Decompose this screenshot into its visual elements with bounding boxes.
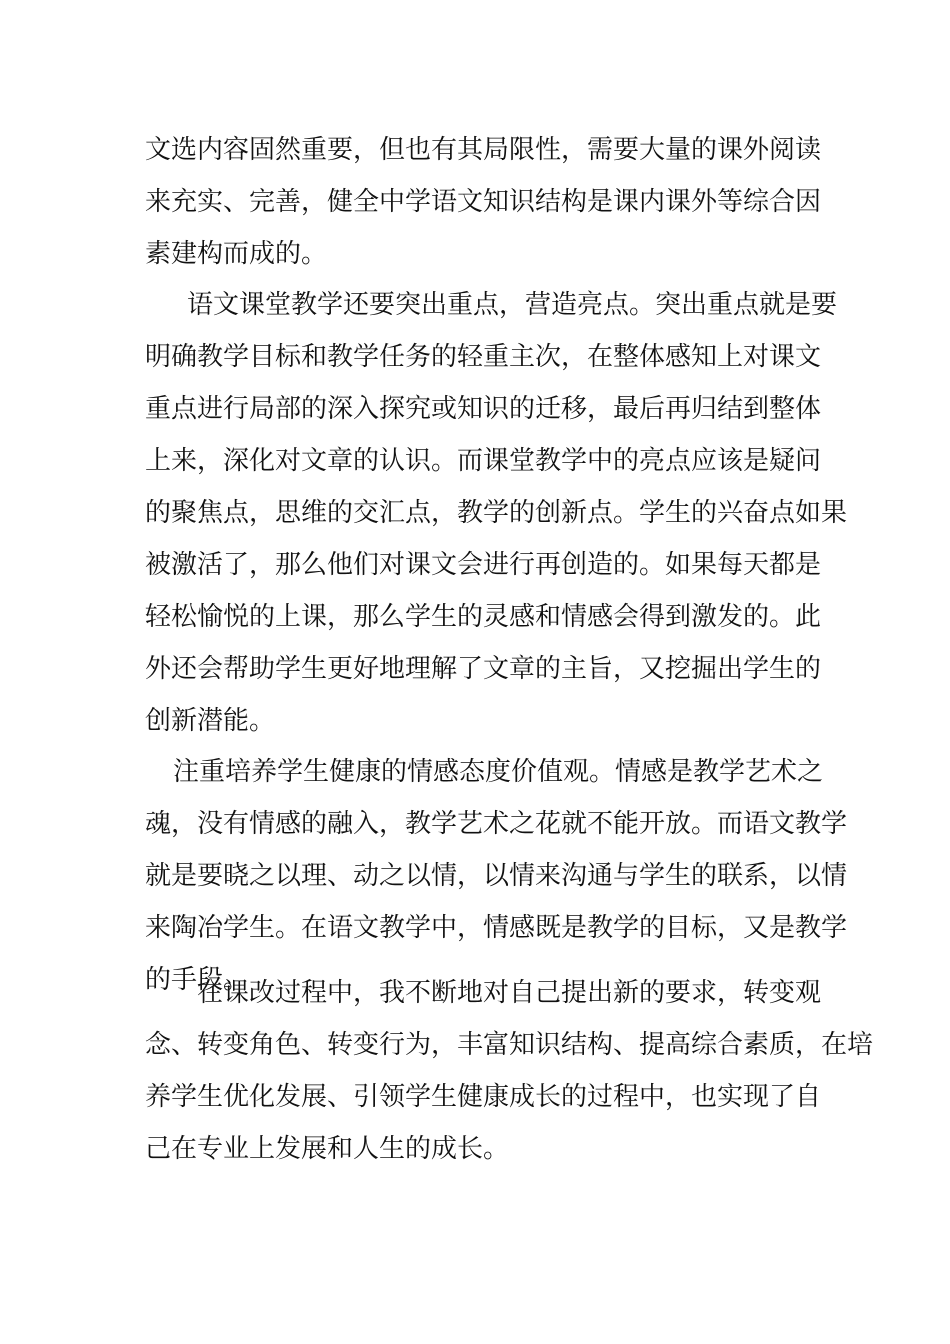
paragraph-2-line-8: 外还会帮助学生更好地理解了文章的主旨，又挖掘出学生的 — [145, 654, 822, 684]
paragraph-1-line-2: 来充实、完善，健全中学语文知识结构是课内课外等综合因 — [145, 187, 822, 217]
paragraph-2-line-3: 重点进行局部的深入探究或知识的迁移，最后再归结到整体 — [145, 394, 822, 424]
paragraph-2-line-7: 轻松愉悦的上课，那么学生的灵感和情感会得到激发的。此 — [145, 602, 822, 632]
paragraph-3-line-5: 的手段。 — [145, 965, 250, 995]
paragraph-4-line-2: 念、转变角色、转变行为，丰富知识结构、提高综合素质，在培 — [145, 1030, 874, 1060]
paragraph-4-line-1: 在课改过程中，我不断地对自己提出新的要求，转变观 — [197, 978, 822, 1008]
paragraph-1-line-3: 素建构而成的。 — [145, 239, 328, 269]
paragraph-2-line-9: 创新潜能。 — [145, 706, 276, 736]
paragraph-2-line-6: 被激活了，那么他们对课文会进行再创造的。如果每天都是 — [145, 550, 822, 580]
paragraph-2-line-2: 明确教学目标和教学任务的轻重主次，在整体感知上对课文 — [145, 342, 822, 372]
paragraph-4 — [145, 967, 874, 1175]
paragraph-2-line-4: 上来，深化对文章的认识。而课堂教学中的亮点应该是疑问 — [145, 446, 822, 476]
paragraph-3-line-4: 来陶冶学生。在语文教学中，情感既是教学的目标，又是教学 — [145, 913, 848, 943]
paragraph-3-line-3: 就是要晓之以理、动之以情，以情来沟通与学生的联系，以情 — [145, 861, 848, 891]
paragraph-2-line-1: 语文课堂教学还要突出重点，营造亮点。突出重点就是要 — [187, 290, 838, 320]
paragraph-4-line-4: 己在专业上发展和人生的成长。 — [145, 1134, 510, 1164]
paragraph-3-line-1: 注重培养学生健康的情感态度价值观。情感是教学艺术之 — [173, 757, 824, 787]
paragraph-1-line-1: 文选内容固然重要，但也有其局限性，需要大量的课外阅读 — [145, 135, 822, 165]
paragraph-3-line-2: 魂，没有情感的融入，教学艺术之花就不能开放。而语文教学 — [145, 809, 848, 839]
paragraph-2 — [145, 279, 848, 747]
paragraph-2-line-5: 的聚焦点，思维的交汇点，教学的创新点。学生的兴奋点如果 — [145, 498, 848, 528]
paragraph-4-line-3: 养学生优化发展、引领学生健康成长的过程中，也实现了自 — [145, 1082, 822, 1112]
paragraph-1 — [145, 124, 822, 280]
